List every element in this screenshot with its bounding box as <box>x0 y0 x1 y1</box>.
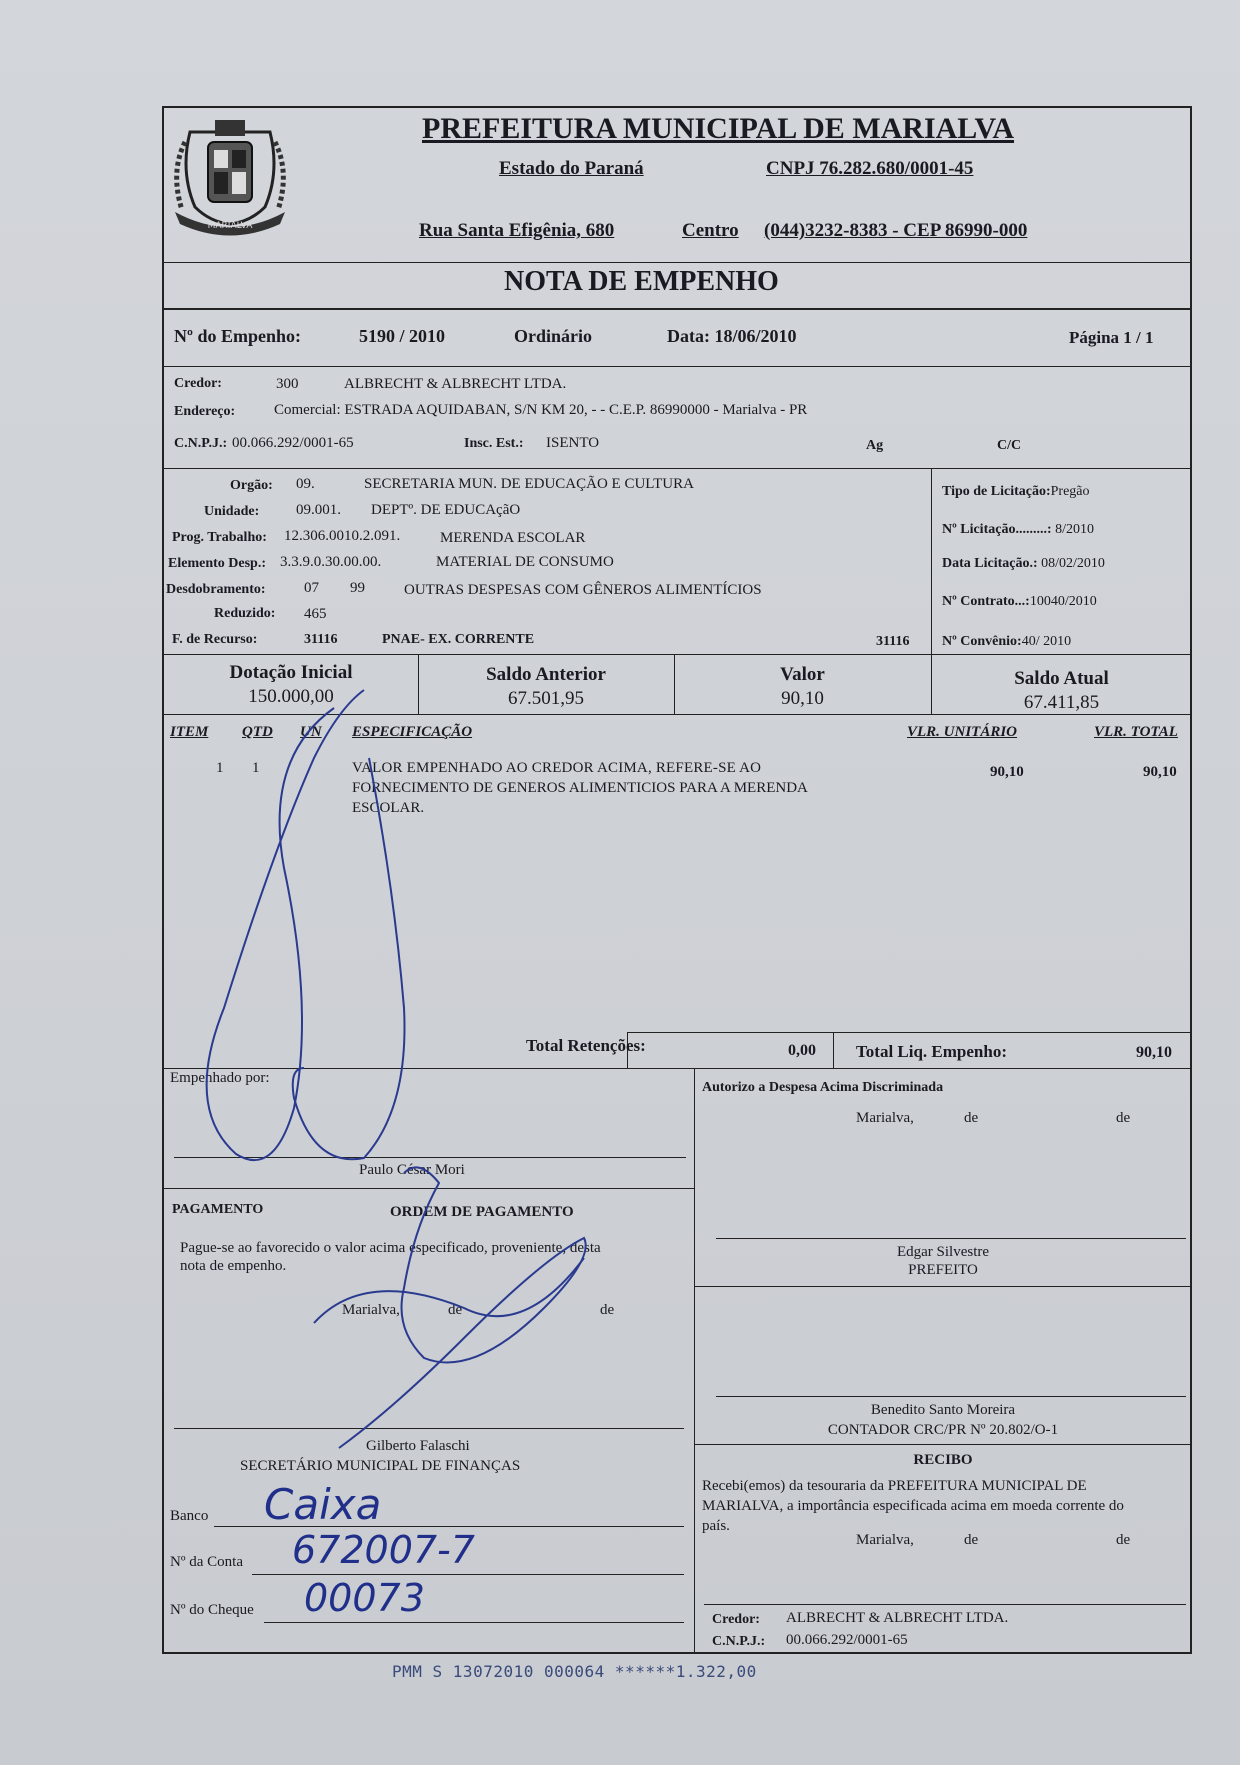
recibo-text-3: país. <box>702 1518 730 1534</box>
cc-label: C/C <box>997 438 1022 453</box>
contrato-label: Nº Contrato...:10040/2010 <box>942 594 1097 609</box>
prog-name: MERENDA ESCOLAR <box>440 530 586 546</box>
row-desc-1: VALOR EMPENHADO AO CREDOR ACIMA, REFERE-SE AO <box>352 760 762 776</box>
licitacao-data: 08/02/2010 <box>1041 556 1105 571</box>
header-address: Rua Santa Efigênia, 680 <box>419 220 615 241</box>
licitacao-data-label: Data Licitação.: 08/02/2010 <box>942 556 1105 571</box>
svg-text:MARIALVA: MARIALVA <box>207 221 253 231</box>
pagamento-marialva: Marialva, <box>342 1302 400 1318</box>
recibo-credor: ALBRECHT & ALBRECHT LTDA. <box>786 1610 1009 1626</box>
valor: 90,10 <box>781 688 824 709</box>
pagamento-text-2: nota de empenho. <box>180 1258 287 1274</box>
recurso-code2: 31116 <box>876 634 910 649</box>
recibo-de-2: de <box>1116 1532 1131 1548</box>
reduzido-label: Reduzido: <box>214 606 276 621</box>
autorizo-marialva: Marialva, <box>856 1110 914 1126</box>
valor-label: Valor <box>780 664 825 685</box>
cnpj-label: C.N.P.J.: <box>174 436 228 451</box>
cheque-label: Nº do Cheque <box>170 1602 254 1618</box>
unidade-name: DEPTº. DE EDUCAçãO <box>371 502 521 518</box>
elem-name: MATERIAL DE CONSUMO <box>436 554 614 570</box>
empenhado-por-label: Empenhado por: <box>170 1070 270 1086</box>
desd-code1: 07 <box>304 580 319 596</box>
ordem-pagamento-title: ORDEM DE PAGAMENTO <box>390 1204 574 1220</box>
licitacao-tipo: Pregão <box>1050 484 1090 499</box>
address-label: Endereço: <box>174 404 236 419</box>
pagamento-de-2: de <box>600 1302 615 1318</box>
total-liq-label: Total Liq. Empenho: <box>856 1042 1007 1061</box>
empenho-type: Ordinário <box>514 326 593 346</box>
total-retencoes-label: Total Retenções: <box>526 1036 646 1055</box>
header-title: PREFEITURA MUNICIPAL DE MARIALVA <box>422 112 1015 145</box>
desd-label: Desdobramento: <box>166 582 266 597</box>
secretario-cargo: SECRETÁRIO MUNICIPAL DE FINANÇAS <box>240 1458 521 1474</box>
empenhado-nome: Paulo César Mori <box>359 1162 465 1178</box>
prefeito-nome: Edgar Silvestre <box>896 1244 990 1260</box>
credor-name: ALBRECHT & ALBRECHT LTDA. <box>344 376 567 392</box>
prog-code: 12.306.0010.2.091. <box>284 528 401 544</box>
row-item: 1 <box>216 760 224 776</box>
empenho-number: 5190 / 2010 <box>359 326 446 346</box>
recibo-text-2: MARIALVA, a importância especificada acima em moeda corrente do <box>702 1498 1124 1514</box>
pagamento-de-1: de <box>448 1302 463 1318</box>
credor-code: 300 <box>276 376 299 392</box>
licitacao-num: 8/2010 <box>1055 522 1094 537</box>
total-liq: 90,10 <box>1136 1044 1172 1061</box>
recibo-text-1: Recebi(emos) da tesouraria da PREFEITURA MUNICIPAL DE <box>702 1478 1087 1494</box>
unidade-code: 09.001. <box>296 502 341 518</box>
header-district: Centro <box>682 220 739 241</box>
row-qtd: 1 <box>252 760 260 776</box>
header-cnpj: CNPJ 76.282.680/0001-45 <box>766 158 974 179</box>
row-desc-2: FORNECIMENTO DE GENEROS ALIMENTICIOS PARA A MERENDA <box>352 780 808 796</box>
col-un: UN <box>300 724 322 740</box>
col-item: ITEM <box>170 724 209 740</box>
credor-cnpj: 00.066.292/0001-65 <box>232 435 354 451</box>
recibo-de-1: de <box>964 1532 979 1548</box>
header-phone-cep: (044)3232-8383 - CEP 86990-000 <box>764 220 1028 241</box>
col-vlr-unitario: VLR. UNITÁRIO <box>907 724 1018 740</box>
insc-label: Insc. Est.: <box>464 436 524 451</box>
recibo-credor-label: Credor: <box>712 1612 760 1627</box>
secretario-nome: Gilberto Falaschi <box>366 1438 470 1454</box>
conta-label: Nº da Conta <box>170 1554 243 1570</box>
row-total: 90,10 <box>1143 764 1177 780</box>
convenio-num: 40/ 2010 <box>1021 634 1072 649</box>
autorizo-text: Autorizo a Despesa Acima Discriminada <box>702 1080 944 1095</box>
recibo-label: RECIBO <box>913 1452 973 1468</box>
row-desc-3: ESCOLAR. <box>352 800 425 816</box>
desd-code2: 99 <box>350 580 365 596</box>
orgao-label: Orgão: <box>230 478 273 493</box>
prefeito-cargo: PREFEITO <box>908 1262 978 1278</box>
ag-label: Ag <box>866 438 884 453</box>
banco-label: Banco <box>170 1508 209 1524</box>
recibo-cnpj-label: C.N.P.J.: <box>712 1634 766 1649</box>
col-vlr-total: VLR. TOTAL <box>1094 724 1178 740</box>
empenho-number-label: Nº do Empenho: <box>174 326 301 346</box>
col-qtd: QTD <box>242 724 273 740</box>
elem-code: 3.3.9.0.30.00.00. <box>280 554 382 570</box>
prog-label: Prog. Trabalho: <box>172 530 267 545</box>
empenho-date: Data: 18/06/2010 <box>667 326 797 346</box>
empenho-form <box>162 106 1192 1654</box>
licitacao-tipo-label: Tipo de Licitação:Pregão <box>942 484 1090 499</box>
recibo-cnpj: 00.066.292/0001-65 <box>786 1632 908 1648</box>
elem-label: Elemento Desp.: <box>168 556 266 571</box>
header-state: Estado do Paraná <box>499 158 644 179</box>
dotacao-inicial: 150.000,00 <box>248 686 334 707</box>
contador-cargo: CONTADOR CRC/PR Nº 20.802/O-1 <box>827 1422 1059 1438</box>
col-especificacao: ESPECIFICAÇÃO <box>352 724 473 740</box>
row-unit: 90,10 <box>990 764 1024 780</box>
autorizo-de-1: de <box>964 1110 979 1126</box>
unidade-label: Unidade: <box>204 504 260 519</box>
document-title: NOTA DE EMPENHO <box>504 266 779 297</box>
saldo-anterior-label: Saldo Anterior <box>486 664 606 685</box>
recibo-marialva: Marialva, <box>856 1532 914 1548</box>
saldo-anterior: 67.501,95 <box>508 688 584 709</box>
saldo-atual-label: Saldo Atual <box>1014 668 1109 689</box>
banco-handwritten: Caixa <box>264 1480 382 1529</box>
convenio-label: Nº Convênio:40/ 2010 <box>942 634 1072 649</box>
coat-of-arms-icon <box>170 112 290 240</box>
recurso-name: PNAE- EX. CORRENTE <box>382 632 535 647</box>
orgao-code: 09. <box>296 476 315 492</box>
total-retencoes: 0,00 <box>788 1042 816 1059</box>
recurso-label: F. de Recurso: <box>172 632 258 647</box>
pagamento-label: PAGAMENTO <box>172 1202 264 1217</box>
saldo-atual: 67.411,85 <box>1023 692 1100 713</box>
conta-handwritten: 672007-7 <box>292 1528 475 1572</box>
empenho-page: Página 1 / 1 <box>1069 328 1154 347</box>
credor-address: Comercial: ESTRADA AQUIDABAN, S/N KM 20, - - C.E.P. 86990000 - Marialva - PR <box>274 402 808 418</box>
reduzido-code: 465 <box>304 606 327 622</box>
orgao-name: SECRETARIA MUN. DE EDUCAÇÃO E CULTURA <box>364 476 694 492</box>
credor-label: Credor: <box>174 376 222 391</box>
recurso-code: 31116 <box>304 632 338 647</box>
dotacao-inicial-label: Dotação Inicial <box>229 662 353 683</box>
protocol-stamp: PMM S 13072010 000064 ******1.322,00 <box>392 1662 757 1681</box>
autorizo-de-2: de <box>1116 1110 1131 1126</box>
cheque-handwritten: 00073 <box>304 1576 425 1620</box>
desd-name: OUTRAS DESPESAS COM GÊNEROS ALIMENTÍCIOS <box>404 582 762 598</box>
contrato-num: 10040/2010 <box>1029 594 1097 609</box>
contador-nome: Benedito Santo Moreira <box>870 1402 1016 1418</box>
credor-insc: ISENTO <box>546 435 600 451</box>
pagamento-text-1: Pague-se ao favorecido o valor acima especificado, proveniente, desta <box>180 1240 601 1256</box>
licitacao-num-label: Nº Licitação.........: 8/2010 <box>942 522 1094 537</box>
